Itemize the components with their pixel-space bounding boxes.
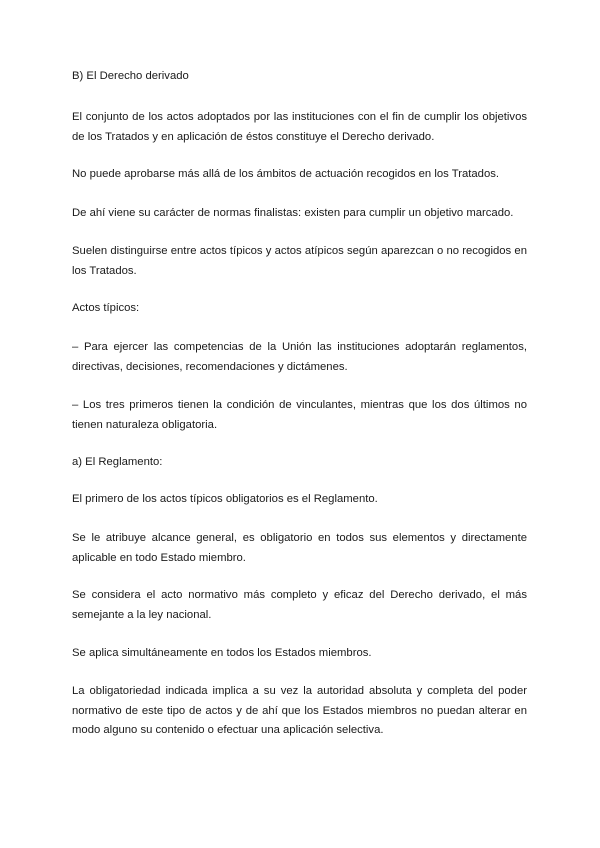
bullet-vinculantes: – Los tres primeros tienen la condición de vinculantes, mientras que los dos últimos no tienen naturaleza obligatoria. (72, 399, 527, 431)
section-heading-derecho-derivado: B) El Derecho derivado (72, 70, 189, 82)
paragraph-obligatoriedad: La obligatoriedad indicada implica a su vez la autoridad absoluta y completa del poder normativo de este tipo de actos y de ahí que los Estados miembros no puedan alterar en modo alguno su contenido o efectuar una aplicación selectiva. (72, 685, 527, 736)
label-actos-tipicos: Actos típicos: (72, 302, 140, 314)
paragraph-aplicacion-simultanea: Se aplica simultáneamente en todos los Estados miembros. (72, 647, 372, 659)
paragraph-alcance-general: Se le atribuye alcance general, es obligatorio en todos sus elementos y directamente aplicable en todo Estado miembro. (72, 532, 527, 564)
paragraph-finalist-norms: De ahí viene su carácter de normas finalistas: existen para cumplir un objetivo marcado. (72, 207, 514, 219)
paragraph-acto-normativo: Se considera el acto normativo más completo y eficaz del Derecho derivado, el más semejante a la ley nacional. (72, 589, 527, 621)
bullet-competencias: – Para ejercer las competencias de la Unión las instituciones adoptarán reglamentos, directivas, decisiones, recomendaciones y dictámenes. (72, 341, 527, 373)
paragraph-typical-atypical: Suelen distinguirse entre actos típicos y actos atípicos según aparezcan o no recogidos en los Tratados. (72, 245, 527, 277)
paragraph-reglamento-intro: El primero de los actos típicos obligatorios es el Reglamento. (72, 493, 378, 505)
section-heading-reglamento: a) El Reglamento: (72, 456, 163, 468)
paragraph-definition: El conjunto de los actos adoptados por las instituciones con el fin de cumplir los objetivos de los Tratados y en aplicación de éstos constituye el Derecho derivado. (72, 111, 527, 143)
paragraph-limits: No puede aprobarse más allá de los ámbitos de actuación recogidos en los Tratados. (72, 168, 500, 180)
